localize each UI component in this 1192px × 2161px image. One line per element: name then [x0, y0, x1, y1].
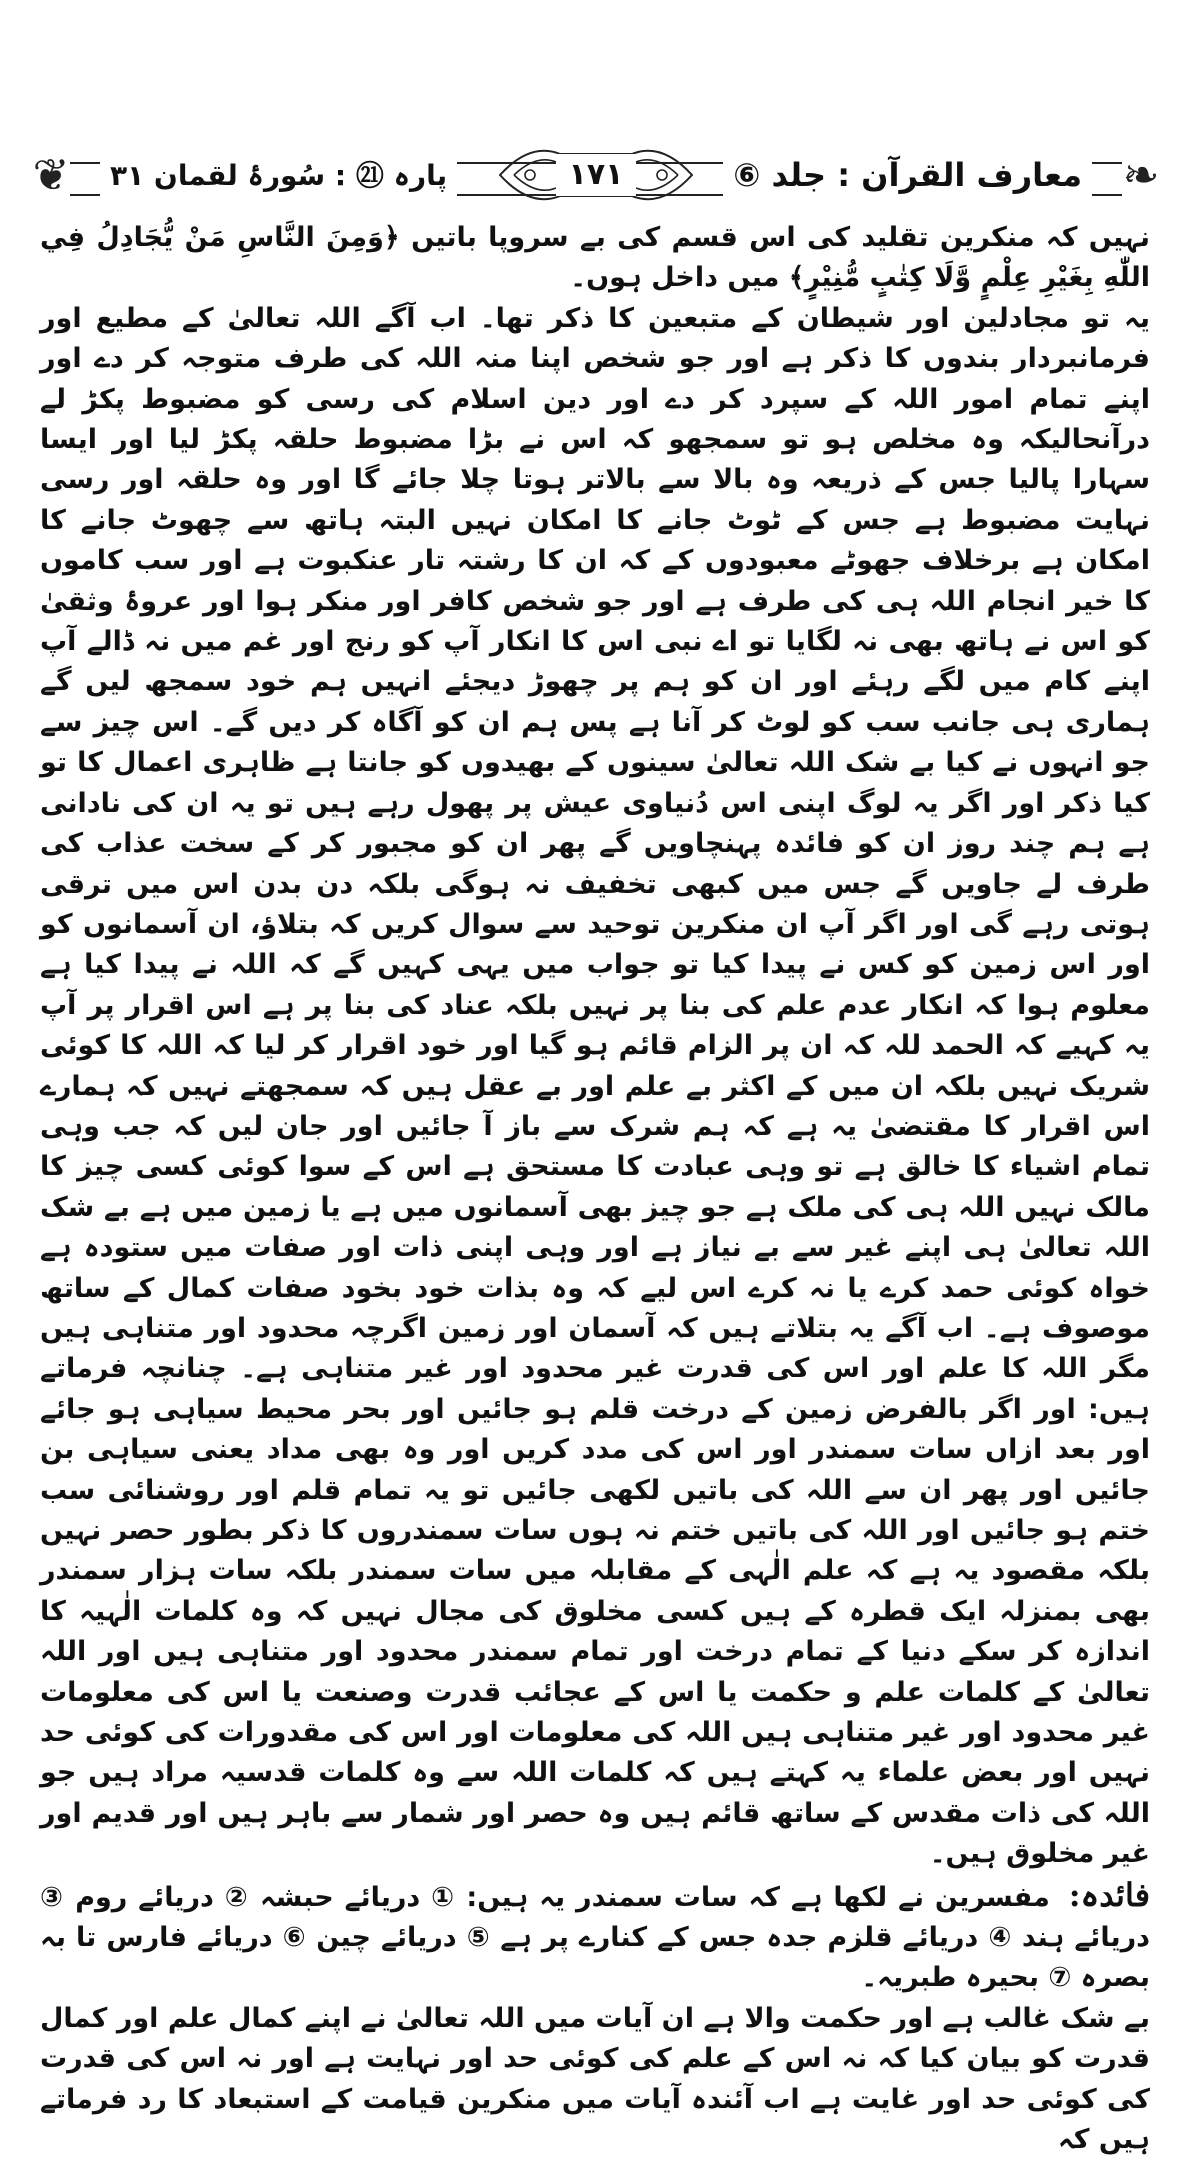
note-text: مفسرین نے لکھا ہے کہ سات سمندر یہ ہیں: ① دریائے حبشہ ② دریائے روم ③ دریائے ہند ④ دریائے قلزم جدہ جس کے کنارے پر ہے ⑤ دریائے چین ⑥ دریائے فارس تا بہ بصرہ ⑦ بحیرہ طبریہ۔	[40, 1881, 1150, 1994]
para-surah-label: پارہ ㉑ : سُورۂ لقمان ٣١	[100, 154, 457, 198]
paragraph-4: بے شک غالب ہے اور حکمت والا ہے ان آیات میں اللہ تعالیٰ نے اپنے کمال علم اور کمال قدرت کو بیان کیا کہ نہ اس کے علم کی کوئی حد اور نہایت ہے اور نہ اس کی قدرت کی کوئی حد اور غایت ہے اب آئندہ آیات میں منکرین قیامت کے استبعاد کا رد فرماتے ہیں کہ	[40, 2002, 1150, 2156]
quran-verse: ﴿وَمِنَ النَّاسِ مَنْ يُّجَادِلُ فِي اللّٰهِ بِغَيْرِ عِلْمٍ وَّلَا كِتٰبٍ مُّنِيْرٍ﴾	[40, 222, 1150, 294]
paragraph-2: یہ تو مجادلین اور شیطان کے متبعین کا ذکر تھا۔ اب آگے اللہ تعالیٰ کے مطیع اور فرمانبردار بندوں کا ذکر ہے اور جو شخص اپنا منہ اللہ کی طرف متوجہ کر دے اور اپنے تمام امور اللہ کے سپرد کر دے اور دین اسلام کی رسی کو مضبوط پکڑ لے درآنحالیکہ وہ مخلص ہو تو سمجھو کہ اس نے بڑا مضبوط حلقہ پکڑ لیا اور ایسا سہارا پالیا جس کے ذریعہ وہ بالا سے بالاتر ہوتا چلا جائے گا اور وہ حلقہ اور رسی نہایت مضبوط ہے جس کے ٹوٹ جانے کا امکان نہیں البتہ ہاتھ سے چھوٹ جانے کا امکان ہے برخلاف جھوٹے معبودوں کے کہ ان کا رشتہ تار عنکبوت ہے اور سب کاموں کا خیر انجام اللہ ہی کی طرف ہے اور جو شخص کافر اور منکر ہوا اور عروۂ وثقیٰ کو اس نے ہاتھ بھی نہ لگایا تو اے نبی اس کا انکار آپ کو رنج اور غم میں نہ ڈالے آپ اپنے کام میں لگے رہئے اور ان کو ہم پر چھوڑ دیجئے انہیں ہم خود سمجھ لیں گے ہماری ہی جانب سب کو لوٹ کر آنا ہے پس ہم ان کو آگاہ کر دیں گے۔ اس چیز سے جو انہوں نے کیا بے شک اللہ تعالیٰ سینوں کے بھیدوں کو جانتا ہے ظاہری اعمال کا تو کیا ذکر اور اگر یہ لوگ اپنی اس دُنیاوی عیش پر پھول رہے ہیں تو یہ ان کی نادانی ہے ہم چند روز ان کو فائدہ پہنچاویں گے پھر ان کو مجبور کر کے سخت عذاب کی طرف لے جاویں گے جس میں کبھی تخفیف نہ ہوگی بلکہ دن بدن اس میں ترقی ہوتی رہے گی اور اگر آپ ان منکرین توحید سے سوال کریں کہ بتلاؤ، ان آسمانوں کو اور اس زمین کو کس نے پیدا کیا تو جواب میں یہی کہیں گے کہ اللہ نے پیدا کیا ہے معلوم ہوا کہ انکار عدم علم کی بنا پر نہیں بلکہ عناد کی بنا پر ہے اس اقرار پر آپ یہ کہیے کہ الحمد للہ کہ ان پر الزام قائم ہو گیا اور خود اقرار کر لیا کہ اللہ کا کوئی شریک نہیں بلکہ ان میں کے اکثر بے علم اور بے عقل ہیں کہ سمجھتے نہیں کہ ہمارے اس اقرار کا مقتضیٰ یہ ہے کہ ہم شرک سے باز آ جائیں اور جان لیں کہ جب وہی تمام اشیاء کا خالق ہے تو وہی عبادت کا مستحق ہے اس کے سوا کوئی کسی چیز کا مالک نہیں اللہ ہی کی ملک ہے جو چیز بھی آسمانوں میں ہے یا زمین میں ہے بے شک اللہ تعالیٰ ہی اپنے غیر سے بے نیاز ہے اور وہی اپنی ذات اور صفات میں ستودہ ہے خواہ کوئی حمد کرے یا نہ کرے اس لیے کہ وہ بذات خود بخود صفات کمال کے ساتھ موصوف ہے۔ اب آگے یہ بتلاتے ہیں کہ آسمان اور زمین اگرچہ محدود اور متناہی ہیں مگر اللہ کا علم اور اس کی قدرت غیر محدود اور غیر متناہی ہے۔ چنانچہ فرماتے ہیں: اور اگر بالفرض زمین کے درخت قلم ہو جائیں اور بحر محیط سیاہی ہو جائے اور بعد ازاں سات سمندر اور اس کی مدد کریں اور وہ بھی مداد یعنی سیاہی بن جائیں اور پھر ان سے اللہ کی باتیں لکھی جائیں تو یہ تمام قلم اور روشنائی سب ختم ہو جائیں اور اللہ کی باتیں ختم نہ ہوں سات سمندروں کا ذکر بطور حصر نہیں بلکہ مقصود یہ ہے کہ علم الٰہی کے مقابلہ میں سات سمندر بلکہ سات ہزار سمندر بھی بمنزلہ ایک قطرہ کے ہیں کسی مخلوق کی مجال نہیں کہ وہ کلمات الٰہیہ کا اندازہ کر سکے دنیا کے تمام درخت اور تمام سمندر محدود اور متناہی ہیں اور اللہ تعالیٰ کے کلمات علم و حکمت یا اس کے عجائب قدرت وصنعت یا اس کی معلومات غیر محدود اور غیر متناہی ہیں اللہ کی معلومات اور اس کی مقدورات کی کوئی حد نہیں اور بعض علماء یہ کہتے ہیں کہ کلمات اللہ سے وہ کلمات قدسیہ مراد ہیں جو اللہ کی ذات مقدس کے ساتھ قائم ہیں وہ حصر اور شمار سے باہر ہیں اور قدیم اور غیر مخلوق ہیں۔	[40, 302, 1150, 1870]
page-number: ١٧١	[556, 154, 636, 196]
page-header	[30, 140, 1162, 210]
note-label: فائدہ:	[1068, 1875, 1150, 1914]
paragraph-1-intro: نہیں کہ منکرین تقلید کی اس قسم کی بے سروپا باتیں	[411, 222, 1150, 253]
ornament-left-icon: ❦	[32, 150, 70, 201]
ornament-right-icon: ❧	[1122, 150, 1160, 201]
paragraph-1	[40, 218, 1150, 299]
paragraph-1-end: میں داخل ہوں۔	[570, 262, 780, 294]
page-number-badge	[490, 140, 702, 210]
book-title: معارف القرآن : جلد ⑥	[723, 152, 1092, 198]
paragraph-note	[40, 1875, 1150, 1999]
body-text	[40, 218, 1150, 2161]
